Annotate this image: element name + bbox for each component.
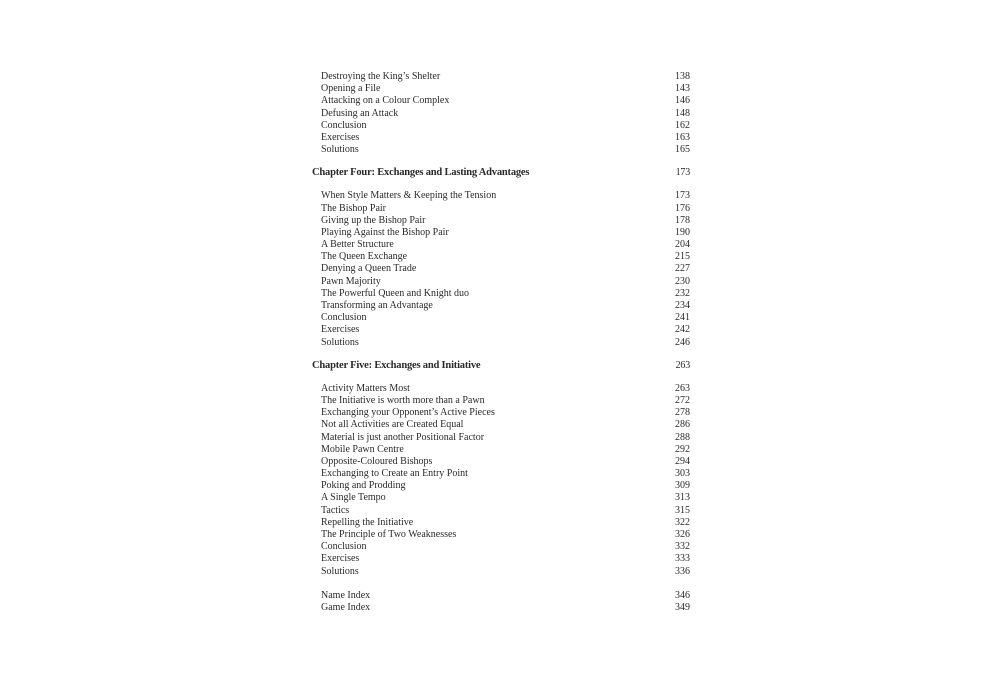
entry-page: 309 [675, 480, 690, 492]
entry-title: Conclusion [321, 119, 367, 131]
entry-title: Game Index [321, 601, 371, 613]
entry-page: 146 [675, 95, 690, 107]
toc-entry[interactable] [312, 505, 690, 517]
entry-title: Name Index [321, 589, 371, 601]
entry-page: 288 [675, 431, 690, 443]
toc-entry[interactable] [312, 432, 690, 444]
toc-entry[interactable] [312, 95, 690, 107]
chapter-heading[interactable] [312, 166, 690, 180]
toc-entry[interactable] [312, 190, 690, 202]
entry-page: 246 [675, 336, 690, 348]
spacer [312, 373, 690, 383]
chapter-heading[interactable] [312, 359, 690, 373]
entry-page: 303 [675, 468, 690, 480]
entry-title: The Powerful Queen and Knight duo [321, 287, 470, 299]
entry-page: 227 [675, 263, 690, 275]
toc-section-lead [312, 71, 690, 156]
entry-page: 294 [675, 455, 690, 467]
entry-page: 232 [675, 287, 690, 299]
entry-title: Solutions [321, 565, 359, 577]
entry-page: 263 [675, 382, 690, 394]
entry-page: 163 [675, 131, 690, 143]
entry-title: Transforming an Advantage [321, 300, 433, 311]
spacer [312, 578, 690, 590]
entry-page: 178 [675, 214, 690, 226]
entry-page: 278 [675, 407, 690, 419]
entry-title: The Initiative is worth more than a Pawn [321, 394, 485, 406]
toc-entry[interactable] [312, 456, 690, 468]
entry-title: Material is just another Positional Factor [321, 431, 485, 443]
toc-entry[interactable] [312, 203, 690, 215]
toc-entry[interactable] [312, 215, 690, 227]
entry-page: 315 [675, 504, 690, 516]
toc-entry[interactable] [312, 444, 690, 456]
entry-title: Not all Activities are Created Equal [321, 419, 464, 431]
entry-title: Denying a Queen Trade [321, 263, 417, 275]
entry-page: 138 [675, 71, 690, 82]
toc-entry[interactable] [312, 468, 690, 480]
entry-title: Poking and Prodding [321, 480, 406, 492]
entry-page: 292 [675, 443, 690, 455]
entry-page: 241 [675, 312, 690, 324]
entry-title: When Style Matters & Keeping the Tension [321, 190, 497, 202]
entry-page: 336 [675, 565, 690, 577]
entry-title: Defusing an Attack [321, 107, 399, 119]
entry-page: 346 [675, 589, 690, 601]
toc-entry[interactable] [312, 71, 690, 83]
toc-entry[interactable] [312, 383, 690, 395]
toc-entry[interactable] [312, 529, 690, 541]
entry-page: 286 [675, 419, 690, 431]
entry-title: The Principle of Two Weaknesses [321, 529, 457, 540]
toc-entry[interactable] [312, 337, 690, 349]
entry-title: Exchanging your Opponent’s Active Pieces [321, 407, 495, 419]
entry-page: 173 [675, 190, 690, 202]
spacer [312, 180, 690, 190]
entry-title: Exercises [321, 553, 360, 565]
entry-title: Destroying the King’s Shelter [321, 71, 441, 82]
toc-entry[interactable] [312, 132, 690, 144]
chapter-title: Chapter Four: Exchanges and Lasting Advantages [312, 167, 530, 179]
toc-entry[interactable] [312, 312, 690, 324]
toc-entry[interactable] [312, 263, 690, 275]
toc-entry[interactable] [312, 553, 690, 565]
entry-title: Mobile Pawn Centre [321, 443, 404, 455]
entry-title: The Queen Exchange [321, 251, 408, 263]
entry-page: 313 [675, 492, 690, 504]
entry-page: 143 [675, 83, 690, 95]
entry-page: 242 [675, 324, 690, 336]
entry-title: Repelling the Initiative [321, 516, 414, 528]
entry-title: Conclusion [321, 541, 367, 553]
toc-chapter-five [312, 359, 690, 578]
entry-title: Activity Matters Most [321, 382, 410, 394]
toc-entry[interactable] [312, 590, 690, 602]
toc-indexes [312, 590, 690, 614]
entry-page: 322 [675, 516, 690, 528]
toc-entry[interactable] [312, 492, 690, 504]
toc-entry[interactable] [312, 227, 690, 239]
entry-title: Tactics [321, 504, 350, 516]
entry-title: Attacking on a Colour Complex [321, 95, 450, 107]
entry-title: Exercises [321, 324, 360, 336]
toc-entry[interactable] [312, 541, 690, 553]
entry-page: 162 [675, 119, 690, 131]
entry-page: 176 [675, 202, 690, 214]
toc-entry[interactable] [312, 239, 690, 251]
toc-entry[interactable] [312, 324, 690, 336]
toc-entry[interactable] [312, 83, 690, 95]
entry-page: 204 [675, 239, 690, 251]
spacer [312, 156, 690, 166]
toc-entry[interactable] [312, 480, 690, 492]
entry-title: The Bishop Pair [321, 202, 386, 214]
toc-entry[interactable] [312, 566, 690, 578]
entry-page: 349 [675, 601, 690, 613]
entry-page: 234 [675, 300, 690, 311]
toc-entry[interactable] [312, 419, 690, 431]
toc-entry[interactable] [312, 276, 690, 288]
entry-title: Giving up the Bishop Pair [321, 214, 426, 226]
entry-title: Exercises [321, 131, 360, 143]
entry-page: 190 [675, 226, 690, 238]
entry-page: 272 [675, 394, 690, 406]
entry-title: Pawn Majority [321, 275, 381, 287]
entry-title: Opposite-Coloured Bishops [321, 455, 433, 467]
toc-entry[interactable] [312, 517, 690, 529]
chapter-title: Chapter Five: Exchanges and Initiative [312, 359, 481, 371]
table-of-contents [312, 71, 690, 614]
entry-title: A Better Structure [321, 239, 394, 251]
toc-entry[interactable] [312, 288, 690, 300]
entry-page: 215 [675, 251, 690, 263]
entry-page: 148 [675, 107, 690, 119]
toc-entry[interactable] [312, 407, 690, 419]
chapter-page: 173 [675, 167, 690, 179]
toc-chapter-four [312, 166, 690, 348]
toc-entry[interactable] [312, 120, 690, 132]
entry-title: Solutions [321, 144, 359, 156]
toc-entry[interactable] [312, 300, 690, 312]
entry-title: Opening a File [321, 83, 381, 95]
toc-entry[interactable] [312, 602, 690, 614]
entry-page: 230 [675, 275, 690, 287]
entry-title: A Single Tempo [321, 492, 386, 504]
chapter-page: 263 [675, 359, 690, 371]
entry-page: 165 [675, 144, 690, 156]
entry-title: Exchanging to Create an Entry Point [321, 468, 468, 480]
toc-entry[interactable] [312, 108, 690, 120]
entry-title: Playing Against the Bishop Pair [321, 226, 449, 238]
entry-title: Solutions [321, 336, 359, 348]
entry-page: 333 [675, 553, 690, 565]
spacer [312, 349, 690, 359]
toc-entry[interactable] [312, 144, 690, 156]
entry-page: 332 [675, 541, 690, 553]
toc-entry[interactable] [312, 395, 690, 407]
entry-title: Conclusion [321, 312, 367, 324]
entry-page: 326 [675, 529, 690, 540]
toc-entry[interactable] [312, 251, 690, 263]
